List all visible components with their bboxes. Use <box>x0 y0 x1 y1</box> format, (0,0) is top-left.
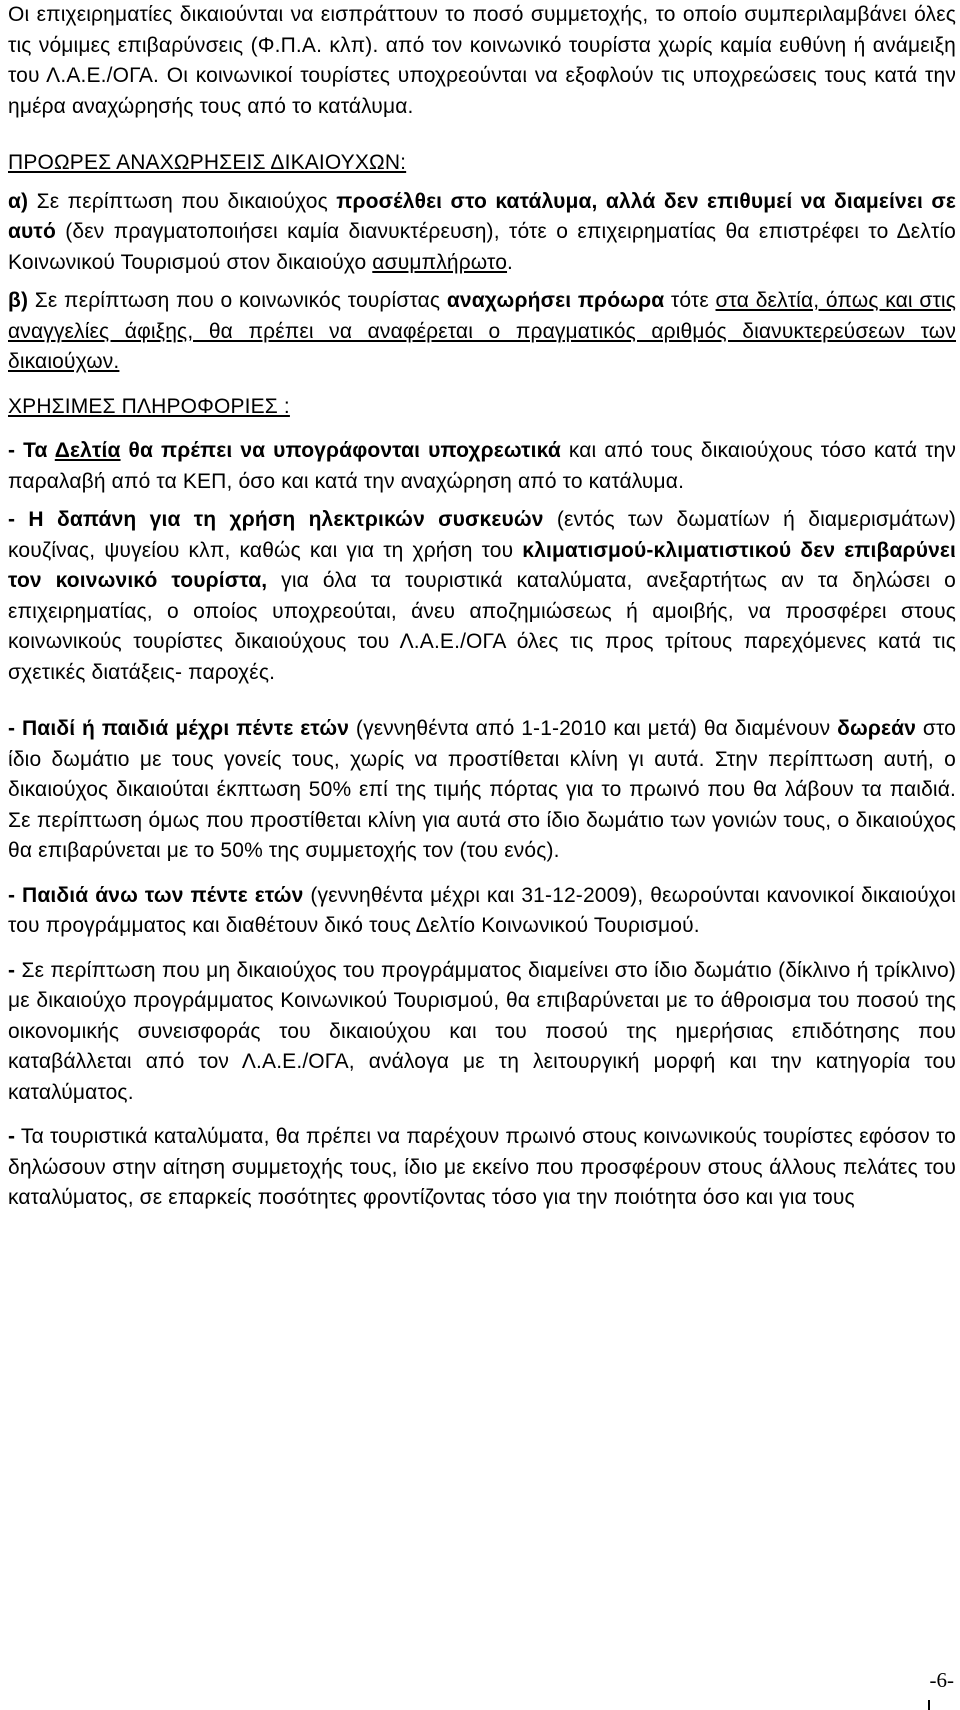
intro-paragraph: Οι επιχειρηματίες δικαιούνται να εισπράττουν το ποσό συμμετοχής, το οποίο συμπεριλαμβάνει όλες τις νόμιμες επιβαρύνσεις (Φ.Π.Α. κλπ). από τον κοινωνικό τουρίστα χωρίς καμία ευθύνη ή ανάμειξη του Λ.Α.Ε./ΟΓΑ. Οι κοινωνικοί τουρίστες υποχρεούνται να εξοφλούν τις υποχρεώσεις τους κατά την ημέρα αναχώρησής τους από το κατάλυμα. <box>8 3 956 118</box>
text-run: Σε περίπτωση που ο κοινωνικός τουρίστας <box>28 289 447 312</box>
info-paragraph-children-under-five <box>8 714 956 867</box>
text-run: Σε περίπτωση που μη δικαιούχος του προγράμματος διαμείνει στο ίδιο δωμάτιο (δίκλινο ή τρίκλινο) με δικαιούχο προγράμματος Κοινωνικού Τουρισμού, θα επιβαρύνεται με το άθροισμα του ποσού της οικονομικής συνεισφοράς του δικαιούχου και του ποσού της ημερήσιας επιδότησης που καταβάλλεται από τον Λ.Α.Ε./ΟΓΑ, ανάλογα με τη λειτουργική μορφή και την κατηγορία του καταλύματος. <box>8 958 956 1104</box>
bold-run: - <box>8 958 16 982</box>
info-paragraph-children-over-five <box>8 881 956 942</box>
bold-underlined-run: Δελτία <box>54 439 121 462</box>
text-run: (εντός των δωματίων ή διαμερισμάτων) κουζίνας, ψυγείου κλπ, καθώς και για τη χρήση του <box>8 508 956 562</box>
margin-mark <box>928 1700 930 1710</box>
item-marker: α) <box>8 189 29 213</box>
underlined-run: στα δελτία, όπως και στις αναγγελίες άφιξης, θα πρέπει να αναφέρεται ο πραγματικός αριθμός διανυκτερεύσεων των δικαιούχων. <box>8 289 957 373</box>
item-marker: β) <box>8 289 29 312</box>
bold-run: κλιματισμού-κλιματιστικού δεν επιβαρύνει τον κοινωνικό τουρίστα, <box>8 538 956 592</box>
bold-run: αναχωρήσει πρόωρα <box>446 289 665 312</box>
text-run: (γεννηθέντα μέχρι και 31-12-2009), θεωρούνται κανονικοί δικαιούχοι του προγράμματος και διαθέτουν δικό τους Δελτίο Κοινωνικού Τουρισμού. <box>8 883 956 937</box>
bold-run: - <box>8 1125 16 1148</box>
text-run: Τα τουριστικά καταλύματα, θα πρέπει να παρέχουν πρωινό στους κοινωνικούς τουρίστες εφόσον το δηλώσουν στην αίτηση συμμετοχής τους, ίδιο με εκείνο που προσφέρουν στους άλλους πελάτες του καταλύματος, σε επαρκείς ποσότητες φροντίζοντας τόσο για την ποιότητα όσο και για τους <box>8 1125 956 1209</box>
document-page <box>8 0 956 1214</box>
bold-run: - Η δαπάνη για τη χρήση ηλεκτρικών συσκευών <box>8 508 544 531</box>
bold-run: θα πρέπει να υπογράφονται υποχρεωτικά <box>120 439 561 462</box>
text-run: . <box>507 250 514 274</box>
bold-run: προσέλθει στο κατάλυμα, αλλά δεν επιθυμεί να διαμείνει σε αυτό <box>8 189 956 243</box>
text-run: τότε <box>664 289 716 312</box>
section-heading: ΧΡΗΣΙΜΕΣ ΠΛΗΡΟΦΟΡΙΕΣ : <box>8 394 290 418</box>
info-paragraph-signatures <box>8 436 956 497</box>
useful-info-heading <box>8 392 956 423</box>
early-departures-heading <box>8 148 956 179</box>
info-paragraph-non-beneficiary <box>8 956 956 1109</box>
early-departure-item-b <box>8 286 956 378</box>
text-run: για όλα τα τουριστικά καταλύματα, ανεξαρτήτως αν τα δηλώσει ο επιχειρηματίας, ο οποίος υποχρεούται, άνευ αποζημιώσεως ή αμοιβής, να προσφέρει στους κοινωνικούς τουρίστες δικαιούχους του Λ.Α.Ε./ΟΓΑ όλες τις προς τρίτους παρεχόμενες κατά τις σχετικές διατάξεις- παροχές. <box>8 569 956 684</box>
info-paragraph-appliances <box>8 505 956 688</box>
text-run: Σε περίπτωση που δικαιούχος <box>28 189 337 213</box>
bold-run: - Τα <box>8 439 55 462</box>
text-run: (δεν πραγματοποιήσει καμία διανυκτέρευση), τότε ο επιχειρηματίας θα επιστρέφει το Δελτίο Κοινωνικού Τουρισμού στον δικαιούχο <box>8 220 956 274</box>
info-paragraph-breakfast <box>8 1122 956 1214</box>
section-heading: ΠΡΟΩΡΕΣ ΑΝΑΧΩΡΗΣΕΙΣ ΔΙΚΑΙΟΥΧΩΝ: <box>8 151 407 174</box>
text-run: στο ίδιο δωμάτιο με τους γονείς τους, χωρίς να προστίθεται κλίνη γι αυτά. Στην περίπτωση αυτή, ο δικαιούχος δικαιούται έκπτωση 50% επί της τιμής πόρτας για το πρωινό που θα λάβουν τα παιδιά. Σε περίπτωση όμως που προστίθεται κλίνη για αυτά στο ίδιο δωμάτιο των γονιών τους, ο δικαιούχος θα επιβαρύνεται με το 50% της συμμετοχής τον (του ενός). <box>8 717 956 862</box>
bold-run: - Παιδιά άνω των πέντε ετών <box>8 883 304 907</box>
bold-run: δωρεάν <box>837 717 917 740</box>
early-departure-item-a <box>8 187 956 279</box>
bold-run: - Παιδί ή παιδιά μέχρι πέντε ετών <box>8 717 350 740</box>
text-run: και από τους δικαιούχους τόσο κατά την παραλαβή από τα ΚΕΠ, όσο και κατά την αναχώρηση από το κατάλυμα. <box>8 439 956 493</box>
underlined-run: ασυμπλήρωτο <box>372 250 508 274</box>
text-run: (γεννηθέντα από 1-1-2010 και μετά) θα διαμένουν <box>349 717 838 740</box>
page-number: -6- <box>929 1668 954 1692</box>
